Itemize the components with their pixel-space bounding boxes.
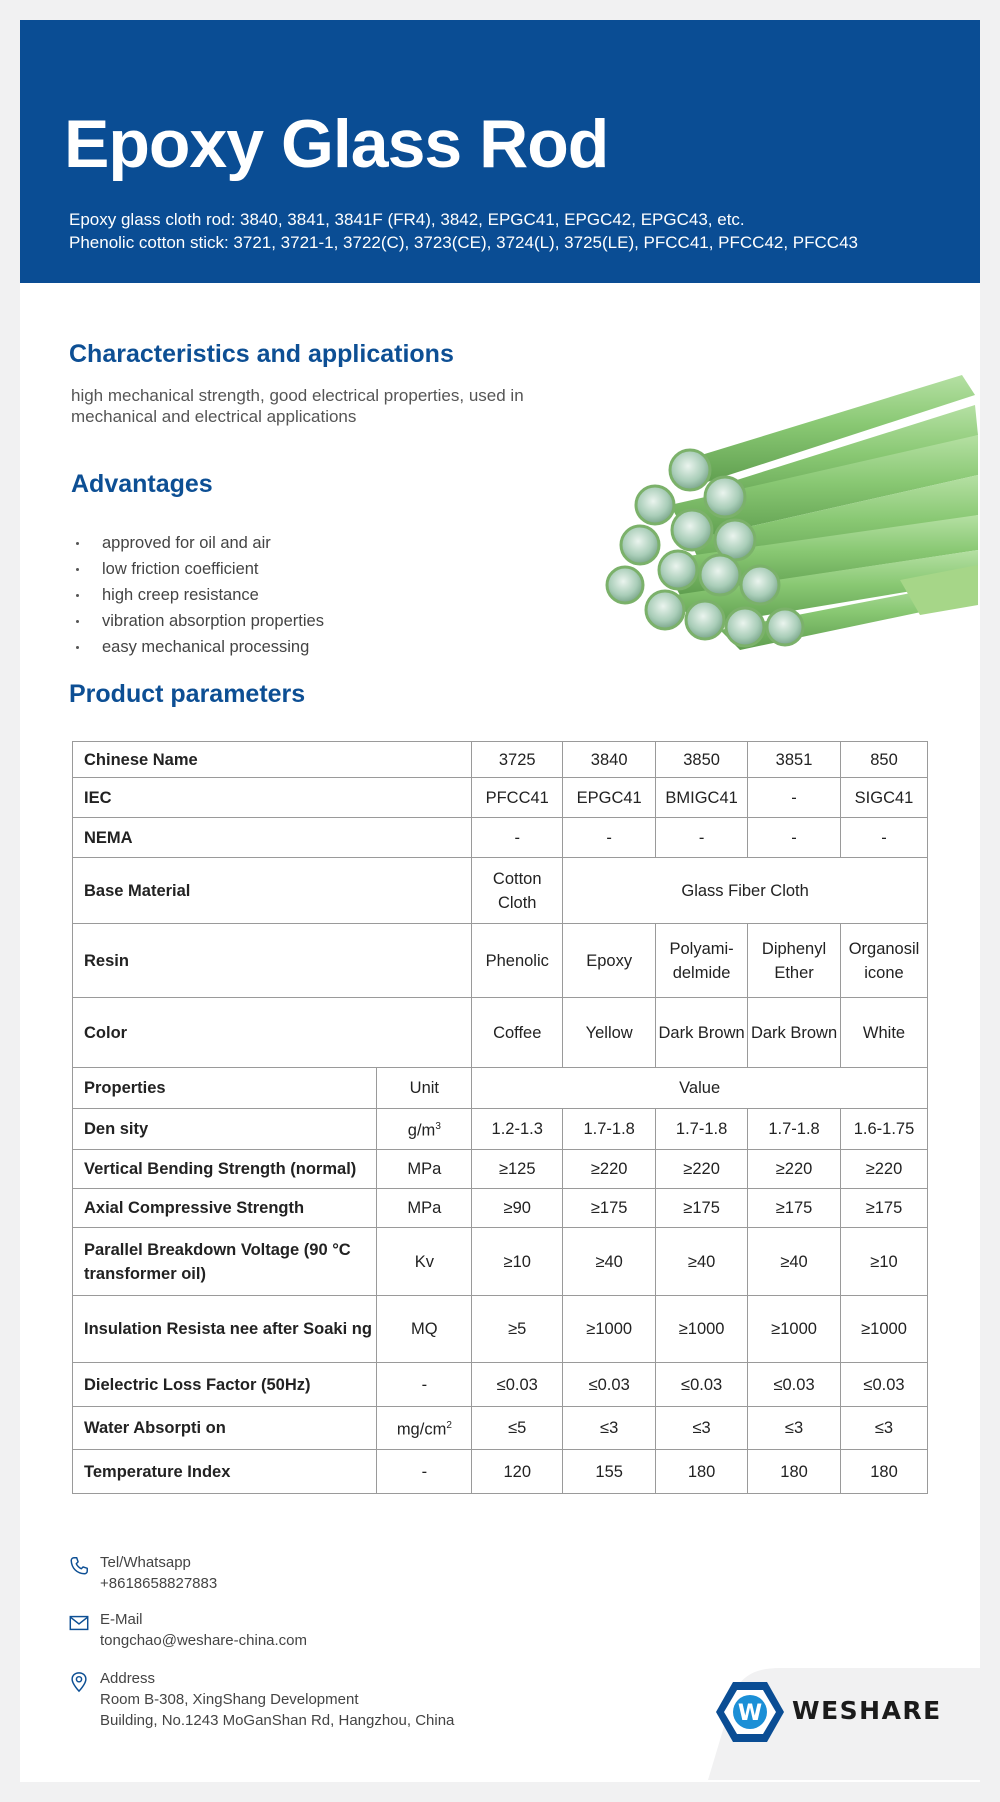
table-cell: 1.7-1.8 (656, 1109, 748, 1150)
phone-label: Tel/Whatsapp (100, 1554, 191, 1571)
row-label: IEC (73, 778, 472, 818)
parameters-table (72, 741, 928, 1494)
row-label: Chinese Name (73, 742, 472, 778)
table-cell: ≤0.03 (563, 1363, 656, 1407)
table-cell: ≥175 (841, 1189, 928, 1228)
property-unit: MPa (377, 1189, 472, 1228)
table-cell: ≥1000 (748, 1296, 841, 1363)
table-cell: 3851 (748, 742, 841, 778)
table-cell: PFCC41 (472, 778, 563, 818)
parameters-title: Product parameters (69, 680, 306, 708)
table-cell: ≥220 (656, 1150, 748, 1189)
property-name: Dielectric Loss Factor (50Hz) (73, 1363, 377, 1407)
address-line-2: Building, No.1243 MoGanShan Rd, Hangzhou, China (100, 1712, 455, 1729)
table-cell: - (472, 818, 563, 858)
table-row (73, 998, 928, 1068)
table-cell: 3840 (563, 742, 656, 778)
bullet-icon (76, 594, 79, 597)
table-cell: ≥90 (472, 1189, 563, 1228)
table-header-row (73, 1068, 928, 1109)
advantage-item: high creep resistance (76, 582, 324, 608)
table-row (73, 858, 928, 924)
table-row (73, 1228, 928, 1296)
table-cell: ≥125 (472, 1150, 563, 1189)
table-cell: ≤5 (472, 1407, 563, 1450)
table-cell: 3850 (656, 742, 748, 778)
table-row (73, 778, 928, 818)
table-cell: Epoxy (563, 924, 656, 998)
table-cell: ≥10 (472, 1228, 563, 1296)
property-unit: MQ (377, 1296, 472, 1363)
property-name: Water Absorpti on (73, 1407, 377, 1450)
table-cell: Organosil icone (841, 924, 928, 998)
table-cell: SIGC41 (841, 778, 928, 818)
table-cell: ≤3 (563, 1407, 656, 1450)
table-cell: Polyami-delmide (656, 924, 748, 998)
hero-line-epoxy: Epoxy glass cloth rod: 3840, 3841, 3841F (FR4), 3842, EPGC41, EPGC42, EPGC43, etc. (69, 210, 745, 229)
property-unit: - (377, 1450, 472, 1494)
table-row (73, 1450, 928, 1494)
header-properties: Properties (73, 1068, 377, 1109)
table-cell: ≥40 (656, 1228, 748, 1296)
property-name: Axial Compressive Strength (73, 1189, 377, 1228)
property-name: Den sity (73, 1109, 377, 1150)
bullet-icon (76, 620, 79, 623)
table-cell: ≥1000 (656, 1296, 748, 1363)
characteristics-text: high mechanical strength, good electrical properties, used in mechanical and electrical applications (71, 386, 524, 426)
table-cell: 3725 (472, 742, 563, 778)
email-address[interactable]: tongchao@weshare-china.com (100, 1632, 308, 1649)
table-cell: ≥220 (563, 1150, 656, 1189)
table-cell: ≥1000 (841, 1296, 928, 1363)
row-label: NEMA (73, 818, 472, 858)
bullet-icon (76, 646, 79, 649)
table-cell: ≥40 (563, 1228, 656, 1296)
epoxy-rod-bundle-image (580, 365, 980, 695)
table-cell: - (841, 818, 928, 858)
row-label: Color (73, 998, 472, 1068)
table-row (73, 742, 928, 778)
table-cell: Dark Brown (656, 998, 748, 1068)
property-name: Temperature Index (73, 1450, 377, 1494)
advantages-title: Advantages (71, 470, 213, 498)
table-cell: 1.2-1.3 (472, 1109, 563, 1150)
header-value: Value (472, 1068, 928, 1109)
weshare-logo-text: WESHARE (792, 1696, 942, 1725)
phone-icon (68, 1555, 90, 1577)
table-cell: ≥40 (748, 1228, 841, 1296)
table-cell: ≤3 (656, 1407, 748, 1450)
hero-banner (20, 20, 980, 283)
property-unit: Kv (377, 1228, 472, 1296)
characteristics-title: Characteristics and applications (69, 340, 454, 368)
address-line-1: Room B-308, XingShang Development (100, 1691, 359, 1708)
email-label: E-Mail (100, 1611, 143, 1628)
table-cell: 155 (563, 1450, 656, 1494)
table-row (73, 1363, 928, 1407)
table-row (73, 1109, 928, 1150)
table-cell: - (748, 778, 841, 818)
table-cell: EPGC41 (563, 778, 656, 818)
table-cell: ≥220 (841, 1150, 928, 1189)
logo-mark-letter: W (737, 1701, 763, 1726)
table-row (73, 1407, 928, 1450)
table-cell: ≤0.03 (472, 1363, 563, 1407)
table-cell: ≥5 (472, 1296, 563, 1363)
weshare-logo-icon (715, 1680, 785, 1744)
table-cell: ≤3 (748, 1407, 841, 1450)
property-unit: $g/m^3$ (377, 1109, 472, 1150)
advantages-list (76, 530, 324, 660)
table-row (73, 1150, 928, 1189)
advantage-item: easy mechanical processing (76, 634, 324, 660)
table-cell: ≥175 (563, 1189, 656, 1228)
property-unit: $mg/cm^2$ (377, 1407, 472, 1450)
bullet-icon (76, 542, 79, 545)
table-cell: Glass Fiber Cloth (563, 858, 928, 924)
property-name: Parallel Breakdown Voltage (90 °C transformer oil) (73, 1228, 377, 1296)
table-cell: 1.7-1.8 (748, 1109, 841, 1150)
row-label: Resin (73, 924, 472, 998)
table-row (73, 924, 928, 998)
table-cell: 180 (748, 1450, 841, 1494)
table-cell: 1.6-1.75 (841, 1109, 928, 1150)
table-cell: ≥175 (748, 1189, 841, 1228)
table-cell: - (563, 818, 656, 858)
location-pin-icon (68, 1671, 90, 1693)
table-cell: Cotton Cloth (472, 858, 563, 924)
page-title: Epoxy Glass Rod (64, 106, 609, 182)
advantage-item: approved for oil and air (76, 530, 324, 556)
bullet-icon (76, 568, 79, 571)
table-cell: 1.7-1.8 (563, 1109, 656, 1150)
table-cell: 180 (656, 1450, 748, 1494)
table-cell: ≥10 (841, 1228, 928, 1296)
table-cell: ≥1000 (563, 1296, 656, 1363)
row-label: Base Material (73, 858, 472, 924)
page (20, 20, 980, 1782)
table-cell: ≤0.03 (656, 1363, 748, 1407)
mail-icon (68, 1612, 90, 1634)
table-cell: White (841, 998, 928, 1068)
table-cell: 120 (472, 1450, 563, 1494)
hero-line-phenolic: Phenolic cotton stick: 3721, 3721-1, 3722(C), 3723(CE), 3724(L), 3725(LE), PFCC41, PFCC42, PFCC43 (69, 233, 858, 252)
table-cell: 180 (841, 1450, 928, 1494)
table-cell: Diphenyl Ether (748, 924, 841, 998)
table-row (73, 1296, 928, 1363)
table-cell: - (656, 818, 748, 858)
table-cell: ≥220 (748, 1150, 841, 1189)
advantage-item: vibration absorption properties (76, 608, 324, 634)
table-cell: Yellow (563, 998, 656, 1068)
table-cell: ≥175 (656, 1189, 748, 1228)
table-cell: Phenolic (472, 924, 563, 998)
table-row (73, 1189, 928, 1228)
property-name: Vertical Bending Strength (normal) (73, 1150, 377, 1189)
table-cell: ≤0.03 (748, 1363, 841, 1407)
hero-subtitle (69, 208, 858, 254)
table-row (73, 818, 928, 858)
table-cell: ≤3 (841, 1407, 928, 1450)
phone-number[interactable]: +8618658827883 (100, 1575, 218, 1592)
address-label: Address (100, 1670, 156, 1687)
table-cell: 850 (841, 742, 928, 778)
table-cell: Dark Brown (748, 998, 841, 1068)
property-unit: - (377, 1363, 472, 1407)
header-unit: Unit (377, 1068, 472, 1109)
property-unit: MPa (377, 1150, 472, 1189)
property-name: Insulation Resista nee after Soaki ng (73, 1296, 377, 1363)
table-cell: - (748, 818, 841, 858)
table-cell: Coffee (472, 998, 563, 1068)
table-cell: BMIGC41 (656, 778, 748, 818)
advantage-item: low friction coefficient (76, 556, 324, 582)
table-cell: ≤0.03 (841, 1363, 928, 1407)
